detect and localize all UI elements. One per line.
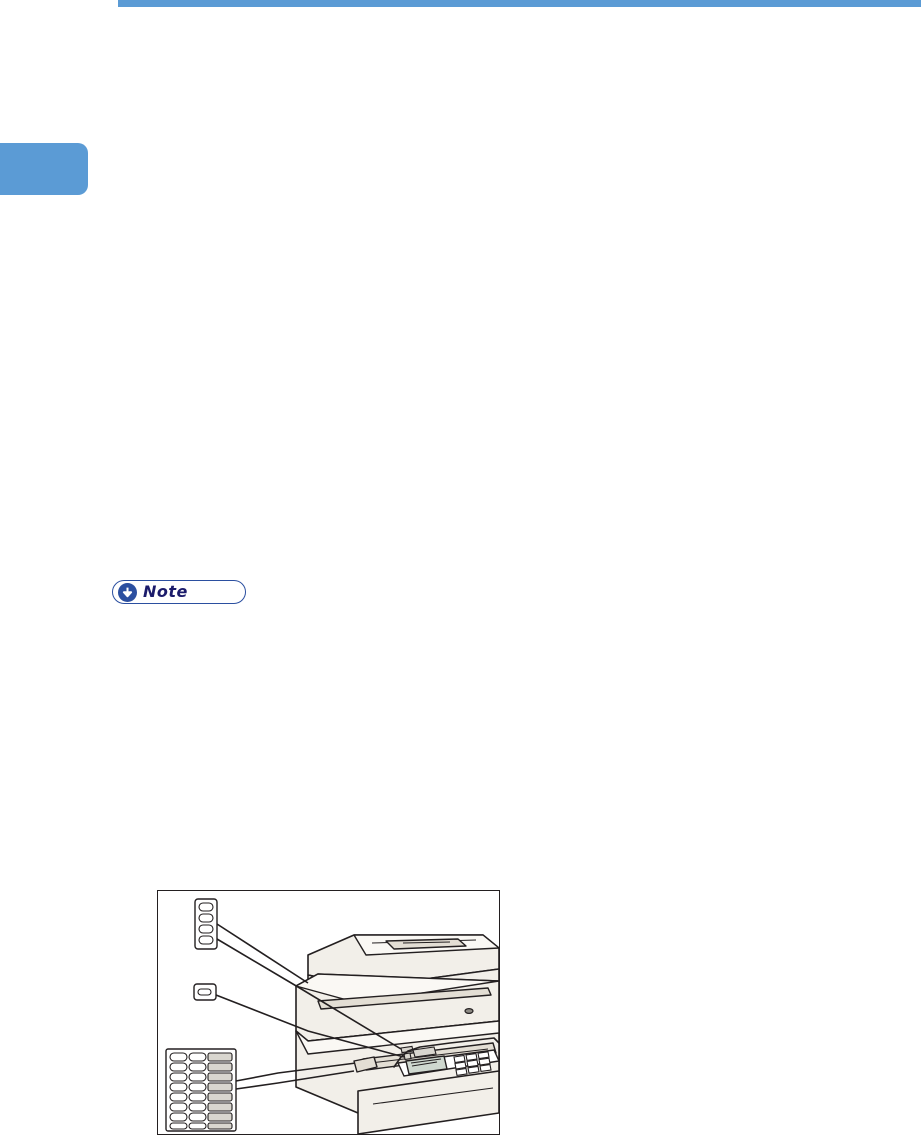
header-rule bbox=[118, 0, 921, 7]
note-callout bbox=[112, 580, 246, 604]
note-label: Note bbox=[143, 582, 188, 601]
down-arrow-circle-icon bbox=[118, 583, 137, 602]
printer-illustration bbox=[157, 890, 500, 1135]
chapter-tab bbox=[0, 143, 88, 195]
